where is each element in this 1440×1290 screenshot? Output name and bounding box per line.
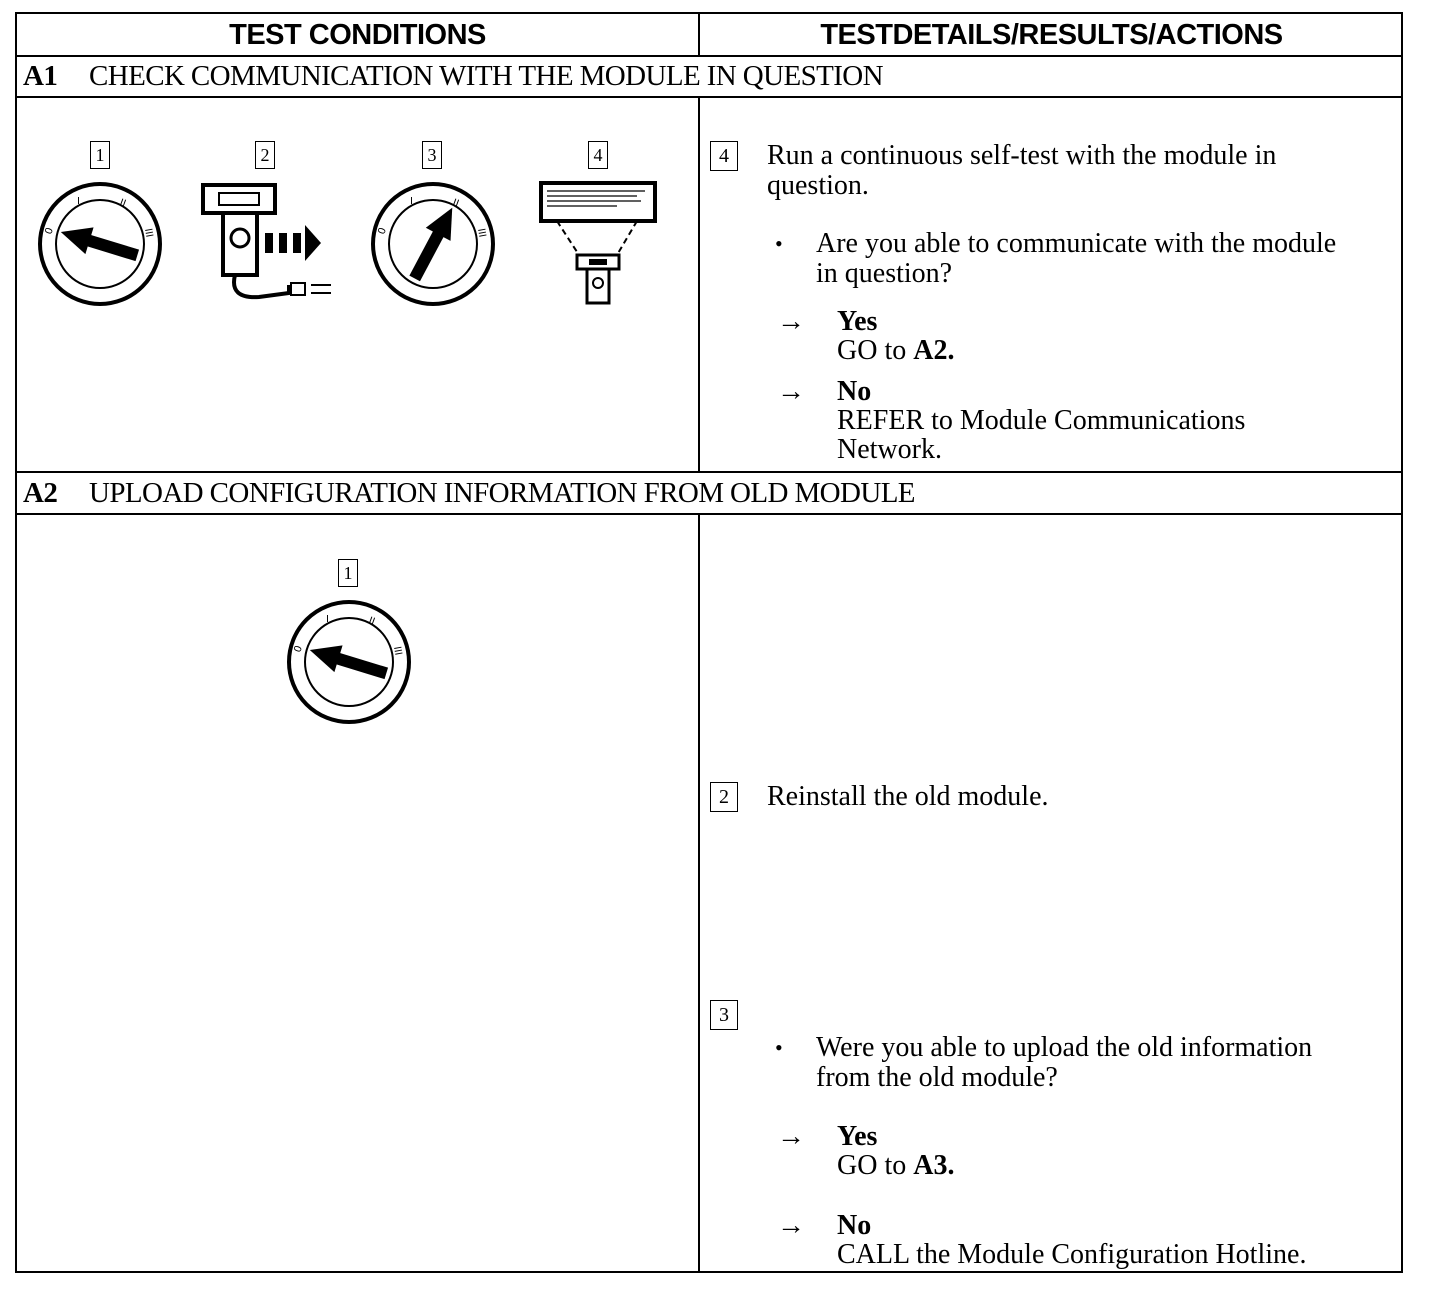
a1-step-4-text-line2: question. xyxy=(767,170,869,201)
a1-yes-action-target: A2. xyxy=(913,335,955,366)
svg-text:III: III xyxy=(142,227,155,239)
svg-text:I: I xyxy=(410,196,413,207)
svg-text:II: II xyxy=(366,615,377,628)
a1-title-divider xyxy=(17,96,1401,98)
a2-question-line2: from the old module? xyxy=(816,1062,1058,1093)
svg-text:II: II xyxy=(117,197,128,210)
section-a1-title xyxy=(23,60,883,93)
a1-step-4-number: 4 xyxy=(588,141,608,169)
a1-step-1-number: 1 xyxy=(90,141,110,169)
a2-bullet: • xyxy=(775,1035,783,1060)
svg-text:0: 0 xyxy=(292,644,305,655)
a1-bottom-divider xyxy=(17,471,1401,473)
svg-text:0: 0 xyxy=(43,226,56,237)
a2-yes-action-prefix: GO to xyxy=(837,1150,914,1181)
a1-no-action-line2: Network. xyxy=(837,434,942,465)
a1-no-action-line1: REFER to Module Communications xyxy=(837,405,1246,436)
a2-yes-arrow: → xyxy=(777,1121,805,1152)
section-a2-code: A2 xyxy=(23,477,58,509)
a1-yes-label: Yes xyxy=(837,306,878,337)
a1-column-divider xyxy=(698,96,700,471)
a1-step-4-box: 4 xyxy=(710,141,738,171)
a2-step-3-box: 3 xyxy=(710,1000,738,1030)
svg-text:I: I xyxy=(77,196,80,207)
a2-no-arrow: → xyxy=(777,1210,805,1241)
a1-bullet: • xyxy=(775,231,783,256)
a1-question-line2: in question? xyxy=(816,258,953,289)
a2-ignition-key-off-icon xyxy=(286,599,412,725)
a1-question-line1: Are you able to communicate with the module xyxy=(816,228,1337,259)
section-a1-text: CHECK COMMUNICATION WITH THE MODULE IN QUESTION xyxy=(89,60,883,92)
a2-no-action: CALL the Module Configuration Hotline. xyxy=(837,1239,1307,1270)
a1-yes-action xyxy=(837,336,954,366)
section-a2-text: UPLOAD CONFIGURATION INFORMATION FROM OLD MODULE xyxy=(89,477,915,509)
a1-step-3-number: 3 xyxy=(422,141,442,169)
a1-no-label: No xyxy=(837,376,872,407)
a2-question-line1: Were you able to upload the old information xyxy=(816,1032,1313,1063)
ignition-key-run-icon xyxy=(370,181,496,307)
a2-title-divider xyxy=(17,513,1401,515)
a2-column-divider xyxy=(698,513,700,1273)
a2-yes-label: Yes xyxy=(837,1121,878,1152)
a1-no-arrow: → xyxy=(777,376,805,407)
ignition-key-off-icon xyxy=(37,181,163,307)
a1-yes-action-prefix: GO to xyxy=(837,335,914,366)
svg-text:III: III xyxy=(391,645,404,657)
section-a1-code: A1 xyxy=(23,60,58,92)
svg-text:I: I xyxy=(326,614,329,625)
svg-text:III: III xyxy=(475,227,488,239)
header-test-conditions: TEST CONDITIONS xyxy=(229,18,486,51)
header-test-details: TESTDETAILS/RESULTS/ACTIONS xyxy=(820,18,1283,51)
a1-step-2-number: 2 xyxy=(255,141,275,169)
a1-step-4-text-line1: Run a continuous self-test with the module in xyxy=(767,140,1277,171)
svg-text:II: II xyxy=(450,197,461,210)
scan-tool-display-icon xyxy=(537,179,662,309)
a2-step-2-text: Reinstall the old module. xyxy=(767,781,1049,812)
svg-text:0: 0 xyxy=(376,226,389,237)
a1-yes-arrow: → xyxy=(777,306,805,337)
a2-no-label: No xyxy=(837,1210,872,1241)
scan-tool-connect-icon xyxy=(199,181,344,306)
a2-step-1-number: 1 xyxy=(338,559,358,587)
a2-yes-action-target: A3. xyxy=(913,1150,955,1181)
a2-yes-action xyxy=(837,1151,954,1181)
section-a2-title xyxy=(23,477,915,510)
a2-step-2-box: 2 xyxy=(710,782,738,812)
diagnostic-table xyxy=(15,12,1403,1273)
